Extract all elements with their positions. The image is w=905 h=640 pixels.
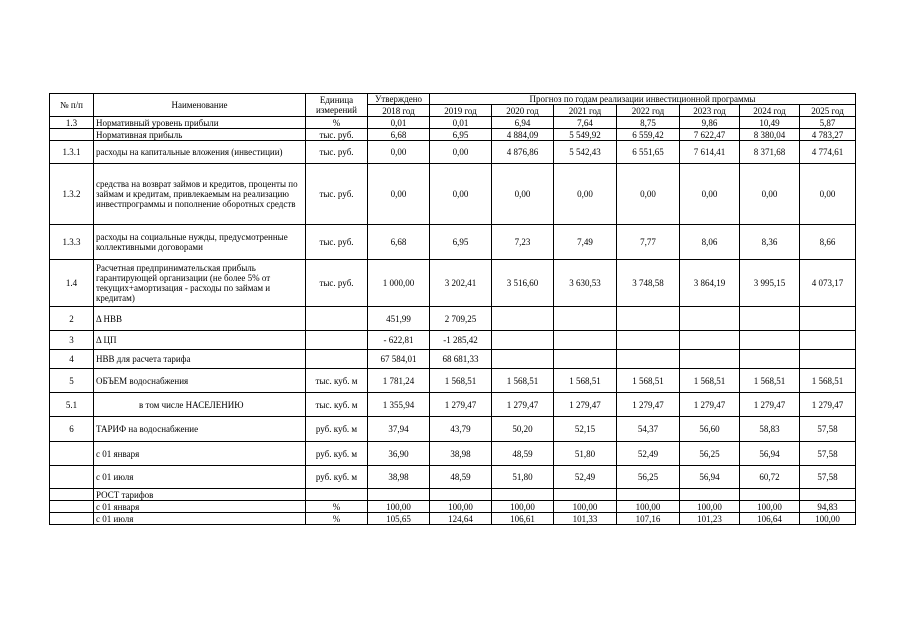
row-value: 8,66 — [800, 225, 856, 260]
row-name: с 01 июля — [94, 513, 306, 525]
row-value: 56,94 — [680, 466, 740, 489]
row-value: 106,64 — [740, 513, 800, 525]
row-value: 6 551,65 — [617, 141, 680, 164]
row-value: 6,68 — [368, 129, 430, 141]
row-value: 1 279,47 — [680, 393, 740, 417]
row-value: 0,00 — [368, 164, 430, 225]
header-forecast: Прогноз по годам реализации инвестиционной программы — [430, 94, 856, 105]
row-value — [800, 331, 856, 350]
row-name: Нормативная прибыль — [94, 129, 306, 141]
row-value — [680, 307, 740, 331]
row-name: ОБЪЕМ водоснабжения — [94, 369, 306, 393]
table-row — [50, 489, 856, 501]
row-value: 5 542,43 — [554, 141, 617, 164]
row-value: 3 748,58 — [617, 260, 680, 307]
row-value: 1 568,51 — [800, 369, 856, 393]
row-value: 0,00 — [800, 164, 856, 225]
row-value: 57,58 — [800, 442, 856, 466]
row-unit: тыс. куб. м — [306, 393, 368, 417]
row-value: 4 774,61 — [800, 141, 856, 164]
row-value: 8 380,04 — [740, 129, 800, 141]
row-value: 37,94 — [368, 417, 430, 442]
row-number: 2 — [50, 307, 94, 331]
row-number — [50, 466, 94, 489]
header-year: 2022 год — [617, 105, 680, 117]
row-value: 6,94 — [492, 117, 554, 129]
header-year: 2023 год — [680, 105, 740, 117]
row-value: 0,00 — [617, 164, 680, 225]
row-value: 6,95 — [430, 129, 492, 141]
row-value: 3 202,41 — [430, 260, 492, 307]
header-year: 2019 год — [430, 105, 492, 117]
row-value — [800, 307, 856, 331]
row-value: 0,00 — [430, 164, 492, 225]
row-value — [492, 489, 554, 501]
row-value: 7 622,47 — [680, 129, 740, 141]
row-number: 5 — [50, 369, 94, 393]
row-number: 1.3 — [50, 117, 94, 129]
row-name: Δ ЦП — [94, 331, 306, 350]
row-number: 3 — [50, 331, 94, 350]
row-value: 1 568,51 — [430, 369, 492, 393]
row-value: 100,00 — [617, 501, 680, 513]
row-value: 56,25 — [617, 466, 680, 489]
row-unit: тыс. руб. — [306, 260, 368, 307]
row-value: 67 584,01 — [368, 350, 430, 369]
row-value: 7,64 — [554, 117, 617, 129]
row-value: 1 355,94 — [368, 393, 430, 417]
row-value: 94,83 — [800, 501, 856, 513]
row-value — [740, 350, 800, 369]
row-value: 57,58 — [800, 466, 856, 489]
header-year: 2024 год — [740, 105, 800, 117]
row-value: 1 568,51 — [492, 369, 554, 393]
header-approved: Утверждено — [368, 94, 430, 105]
row-value: 4 073,17 — [800, 260, 856, 307]
row-unit: % — [306, 513, 368, 525]
row-unit: руб. куб. м — [306, 442, 368, 466]
row-value — [680, 331, 740, 350]
row-value — [617, 331, 680, 350]
row-name: Δ НВВ — [94, 307, 306, 331]
row-value: 6,95 — [430, 225, 492, 260]
row-value: 100,00 — [740, 501, 800, 513]
row-value: 106,61 — [492, 513, 554, 525]
row-value: 10,49 — [740, 117, 800, 129]
row-value: 107,16 — [617, 513, 680, 525]
row-value: -1 285,42 — [430, 331, 492, 350]
table-row — [50, 501, 856, 513]
row-number — [50, 513, 94, 525]
row-value: 9,86 — [680, 117, 740, 129]
row-value — [617, 307, 680, 331]
table-row — [50, 164, 856, 225]
tariff-table — [49, 93, 856, 525]
header-year: 2020 год — [492, 105, 554, 117]
row-number — [50, 489, 94, 501]
row-value — [368, 489, 430, 501]
row-value: 36,90 — [368, 442, 430, 466]
row-value: 4 876,86 — [492, 141, 554, 164]
row-value: 1 279,47 — [800, 393, 856, 417]
table-row — [50, 466, 856, 489]
row-value: 1 279,47 — [554, 393, 617, 417]
row-value: 100,00 — [492, 501, 554, 513]
row-value: 3 516,60 — [492, 260, 554, 307]
row-name: расходы на социальные нужды, предусмотренные коллективными договорами — [94, 225, 306, 260]
row-value: 50,20 — [492, 417, 554, 442]
header-year: 2021 год — [554, 105, 617, 117]
row-value: 2 709,25 — [430, 307, 492, 331]
row-value: 8,75 — [617, 117, 680, 129]
row-value: 6,68 — [368, 225, 430, 260]
table-row — [50, 260, 856, 307]
table-row — [50, 225, 856, 260]
row-name: ТАРИФ на водоснабжение — [94, 417, 306, 442]
row-value: 52,49 — [554, 466, 617, 489]
table-row — [50, 513, 856, 525]
row-unit — [306, 307, 368, 331]
row-value — [554, 489, 617, 501]
row-value: 7,49 — [554, 225, 617, 260]
table-row — [50, 369, 856, 393]
row-value: 1 279,47 — [492, 393, 554, 417]
row-value: 0,00 — [368, 141, 430, 164]
row-value: 0,00 — [430, 141, 492, 164]
row-value: 451,99 — [368, 307, 430, 331]
row-value: 58,83 — [740, 417, 800, 442]
row-unit: % — [306, 117, 368, 129]
row-value — [617, 489, 680, 501]
row-value: 1 000,00 — [368, 260, 430, 307]
row-value — [554, 307, 617, 331]
row-value: 0,00 — [492, 164, 554, 225]
row-value: 7,77 — [617, 225, 680, 260]
row-number — [50, 501, 94, 513]
row-value: 68 681,33 — [430, 350, 492, 369]
row-value: 6 559,42 — [617, 129, 680, 141]
row-value: 1 781,24 — [368, 369, 430, 393]
row-value: 60,72 — [740, 466, 800, 489]
row-value: 56,94 — [740, 442, 800, 466]
row-value: 51,80 — [554, 442, 617, 466]
row-value — [740, 307, 800, 331]
table-row — [50, 350, 856, 369]
row-number: 6 — [50, 417, 94, 442]
row-value: 48,59 — [430, 466, 492, 489]
row-number — [50, 442, 94, 466]
row-value: 124,64 — [430, 513, 492, 525]
table-row — [50, 141, 856, 164]
row-name: расходы на капитальные вложения (инвестиции) — [94, 141, 306, 164]
row-unit: тыс. руб. — [306, 225, 368, 260]
row-value: 7,23 — [492, 225, 554, 260]
row-number: 5.1 — [50, 393, 94, 417]
row-value: 0,00 — [554, 164, 617, 225]
row-unit: руб. куб. м — [306, 417, 368, 442]
row-unit: тыс. руб. — [306, 164, 368, 225]
row-value: 1 279,47 — [740, 393, 800, 417]
row-value: 100,00 — [554, 501, 617, 513]
row-value — [680, 350, 740, 369]
row-unit: % — [306, 501, 368, 513]
row-value: 3 864,19 — [680, 260, 740, 307]
row-value: 100,00 — [800, 513, 856, 525]
row-value: 1 279,47 — [430, 393, 492, 417]
header-unit: Единица измерений — [306, 94, 368, 117]
row-name: средства на возврат займов и кредитов, проценты по займам и кредитам, привлекаемым на реализацию инвестпрограммы и пополнение оборотных средств — [94, 164, 306, 225]
row-value: 5 549,92 — [554, 129, 617, 141]
row-value: 1 568,51 — [617, 369, 680, 393]
row-unit: тыс. куб. м — [306, 369, 368, 393]
row-value: 100,00 — [680, 501, 740, 513]
row-value: 1 279,47 — [617, 393, 680, 417]
row-number — [50, 129, 94, 141]
row-value: 100,00 — [368, 501, 430, 513]
row-value: 52,15 — [554, 417, 617, 442]
row-value — [800, 489, 856, 501]
header-year: 2018 год — [368, 105, 430, 117]
row-value: 43,79 — [430, 417, 492, 442]
row-name: Нормативный уровень прибыли — [94, 117, 306, 129]
row-number: 1.3.2 — [50, 164, 94, 225]
row-value: 100,00 — [430, 501, 492, 513]
row-value — [617, 350, 680, 369]
row-value: 8 371,68 — [740, 141, 800, 164]
row-value: 51,80 — [492, 466, 554, 489]
row-unit — [306, 489, 368, 501]
row-value — [492, 307, 554, 331]
table-row — [50, 129, 856, 141]
row-value — [740, 489, 800, 501]
table-row — [50, 307, 856, 331]
row-value: 52,49 — [617, 442, 680, 466]
table-row — [50, 393, 856, 417]
row-value — [492, 350, 554, 369]
row-value: 0,00 — [740, 164, 800, 225]
row-value: 1 568,51 — [680, 369, 740, 393]
row-value — [554, 331, 617, 350]
table-row — [50, 417, 856, 442]
row-number: 1.3.3 — [50, 225, 94, 260]
row-value: 56,25 — [680, 442, 740, 466]
row-name: РОСТ тарифов — [94, 489, 306, 501]
row-value: 38,98 — [430, 442, 492, 466]
row-unit: тыс. руб. — [306, 141, 368, 164]
row-value: 101,33 — [554, 513, 617, 525]
row-value: 5,87 — [800, 117, 856, 129]
row-unit — [306, 331, 368, 350]
row-value: 0,01 — [368, 117, 430, 129]
row-value: 0,00 — [680, 164, 740, 225]
row-value: 8,36 — [740, 225, 800, 260]
row-value: 54,37 — [617, 417, 680, 442]
row-value: 1 568,51 — [554, 369, 617, 393]
row-value — [680, 489, 740, 501]
row-value: 0,01 — [430, 117, 492, 129]
header-name: Наименование — [94, 94, 306, 117]
header-num: № п/п — [50, 94, 94, 117]
row-value — [800, 350, 856, 369]
row-value: 57,58 — [800, 417, 856, 442]
row-value: 4 884,09 — [492, 129, 554, 141]
row-name: Расчетная предпринимательская прибыль гарантирующей организации (не более 5% от текущих+амортизация - расходы по займам и кредитам) — [94, 260, 306, 307]
row-value: 38,98 — [368, 466, 430, 489]
row-value — [492, 331, 554, 350]
row-value: 3 630,53 — [554, 260, 617, 307]
row-number: 1.3.1 — [50, 141, 94, 164]
row-name: с 01 января — [94, 442, 306, 466]
row-value: 3 995,15 — [740, 260, 800, 307]
row-value: 1 568,51 — [740, 369, 800, 393]
header-year: 2025 год — [800, 105, 856, 117]
row-value — [430, 489, 492, 501]
row-number: 4 — [50, 350, 94, 369]
row-value: 56,60 — [680, 417, 740, 442]
row-unit: руб. куб. м — [306, 466, 368, 489]
row-value: 101,23 — [680, 513, 740, 525]
row-name: в том числе НАСЕЛЕНИЮ — [94, 393, 306, 417]
row-value: 4 783,27 — [800, 129, 856, 141]
row-unit — [306, 350, 368, 369]
row-name: с 01 июля — [94, 466, 306, 489]
table-row — [50, 442, 856, 466]
table-row — [50, 117, 856, 129]
row-number: 1.4 — [50, 260, 94, 307]
row-name: НВВ для расчета тарифа — [94, 350, 306, 369]
row-value — [554, 350, 617, 369]
row-value: 48,59 — [492, 442, 554, 466]
row-value: 7 614,41 — [680, 141, 740, 164]
row-value: 105,65 — [368, 513, 430, 525]
row-value: - 622,81 — [368, 331, 430, 350]
table-row — [50, 331, 856, 350]
row-name: с 01 января — [94, 501, 306, 513]
row-unit: тыс. руб. — [306, 129, 368, 141]
row-value: 8,06 — [680, 225, 740, 260]
table-body — [50, 117, 856, 525]
row-value — [740, 331, 800, 350]
